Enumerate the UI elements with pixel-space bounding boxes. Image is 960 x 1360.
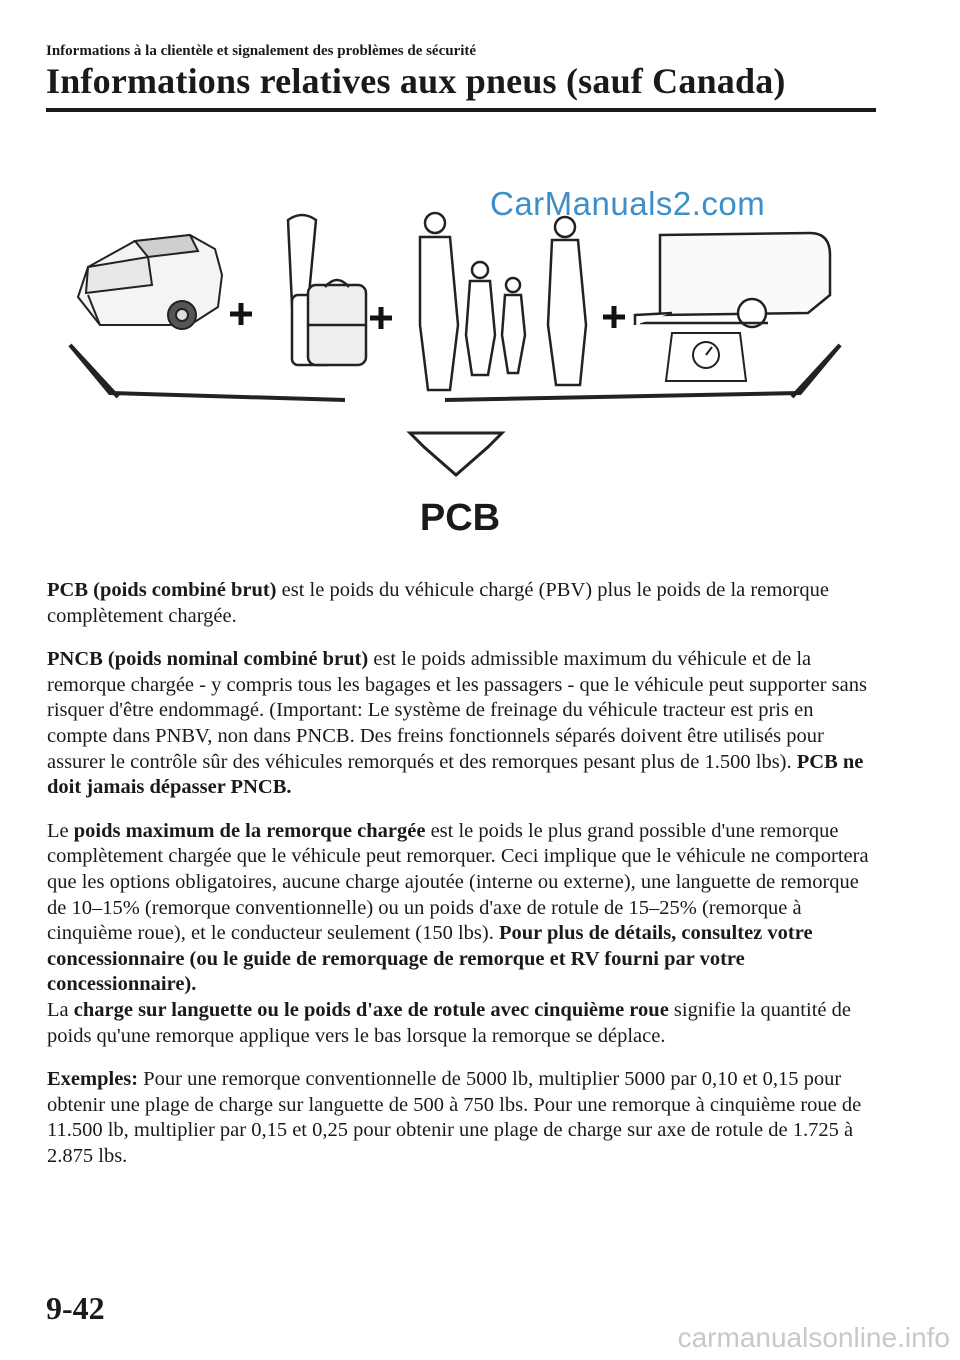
footer-site: carmanualsonline.info [677, 1322, 950, 1353]
term-pncb: PNCB (poids nominal combiné brut) [47, 648, 369, 671]
down-arrow-icon [410, 433, 502, 475]
luggage-icon [288, 215, 366, 365]
page-number: 9-42 [46, 1290, 105, 1326]
pcb-label: PCB [419, 497, 501, 539]
paragraph-text: signifie la quantité de poids qu'une remorque applique vers le bas lorsque la remorque se déplace. [47, 998, 851, 1047]
paragraph-text: Pour une remorque conventionnelle de 5000 lb, multiplier 5000 par 0,10 et 0,15 pour obtenir une plage de charge sur languette de 500 à 750 lbs. Pour une remorque à cinquième roue de 11.500 lb, multiplier par 0,15 et 0,25 pour obtenir une plage de charge sur axe de rotule de 1.725 à 2.875 lbs. [47, 1068, 862, 1167]
term-max-trailer: poids maximum de la remorque chargée [73, 819, 426, 842]
title-divider [46, 108, 876, 112]
paragraph-pncb [47, 647, 877, 801]
emphasis-text: Pour plus de détails, consultez votre concessionnaire (ou le guide de remorquage de remorque et RV fourni par votre concessionnaire). [47, 922, 813, 996]
paragraph-pcb [47, 578, 877, 629]
paragraph-text: est le poids admissible maximum du véhicule et de la remorque chargée - y compris tous les bagages et les passagers - que le véhicule peut supporter sans risquer d'être endommagé. (Important: Le système de freinage du véhicule tracteur est pris en compte dans PNBV, non dans PNCB. Des freins fonctionnels séparés doivent être utilisés pour assurer le contrôle sûr des véhicules remorqués et des remorques pesant plus de 1.500 lbs). [47, 648, 867, 773]
paragraph-tongue-load [47, 998, 877, 1049]
trailer-icon [635, 233, 830, 327]
watermark: CarManuals2.com [490, 185, 766, 222]
section-header: Informations à la clientèle et signalement des problèmes de sécurité [46, 43, 477, 59]
emphasis-text: PCB ne doit jamais dépasser PNCB. [47, 750, 864, 799]
paragraph-text: est le poids le plus grand possible d'une remorque complètement chargée que le véhicule peut remorquer. Ceci implique que le véhicule ne comportera que les options obligatoires, aucune charge ajoutée (interne ou externe), une languette de remorque de 10–15% (remorque conventionnelle) ou un poids d'axe de rotule de 15–25% (remorque à cinquième roue), et le conducteur seulement (150 lbs). [47, 819, 869, 945]
paragraph-max-trailer [47, 819, 877, 998]
body-text [47, 578, 877, 1187]
paragraph-lead: La [47, 998, 74, 1021]
term-pcb: PCB (poids combiné brut) [47, 579, 277, 601]
car-icon [78, 235, 222, 329]
family-icon [420, 213, 586, 390]
term-tongue-load: charge sur languette ou le poids d'axe de rotule avec cinquième roue [73, 998, 669, 1021]
term-examples: Exemples: [47, 1068, 139, 1091]
paragraph-lead: Le [47, 819, 74, 842]
paragraph-text: est le poids du véhicule chargé (PBV) plus le poids de la remorque complètement chargée. [47, 579, 829, 627]
page-title: Informations relatives aux pneus (sauf Canada) [46, 61, 786, 101]
scale-icon [666, 333, 746, 381]
paragraph-examples [47, 1067, 877, 1169]
gcw-illustration [40, 175, 860, 545]
